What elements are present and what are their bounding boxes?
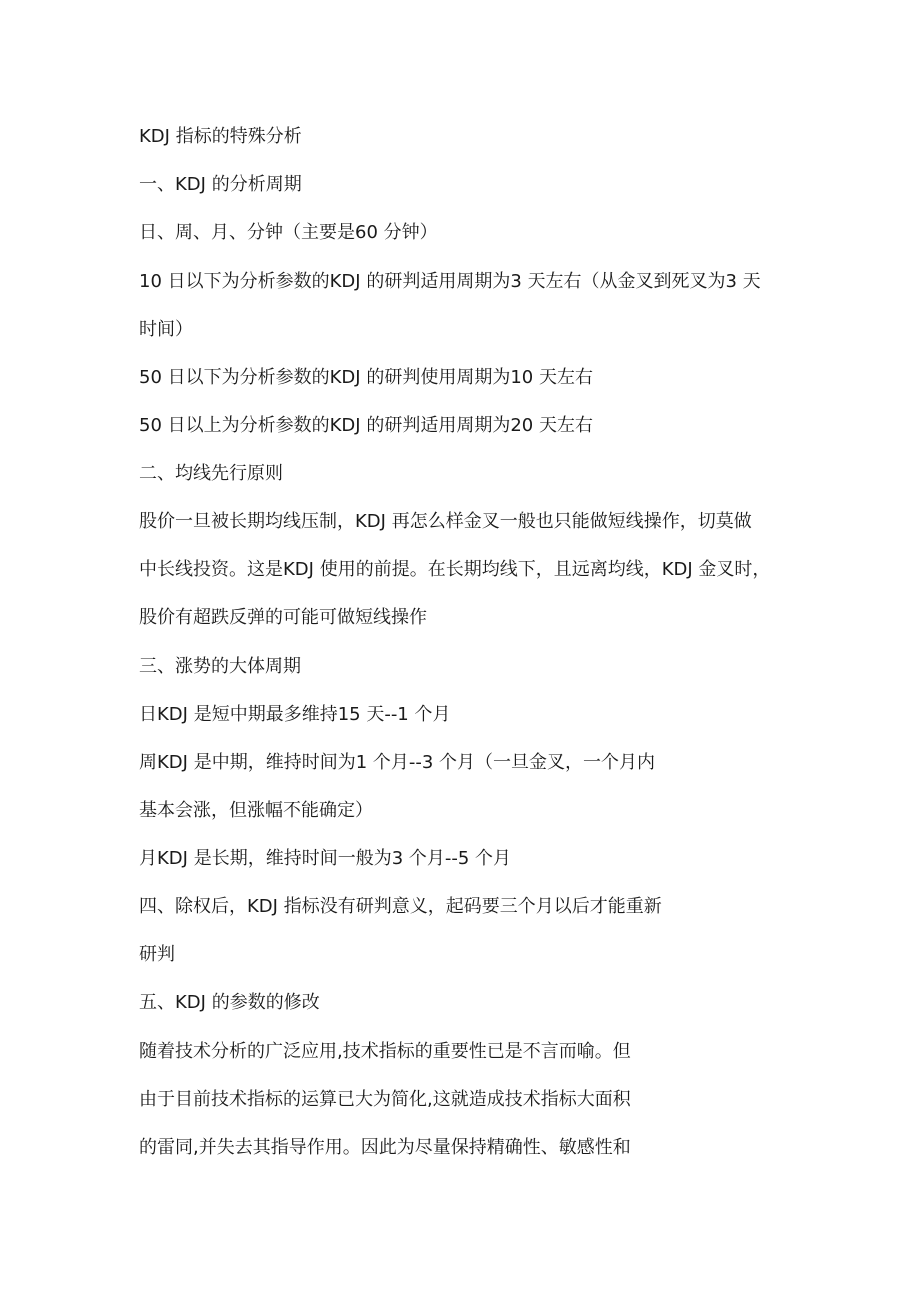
text-line: 研判: [139, 944, 175, 965]
section-heading: 五、KDJ 的参数的修改: [139, 992, 320, 1013]
section-heading: 一、KDJ 的分析周期: [139, 174, 302, 195]
text-line: 日、周、月、分钟（主要是60 分钟）: [139, 222, 438, 243]
section-heading: 四、除权后，KDJ 指标没有研判意义，起码要三个月以后才能重新: [139, 896, 662, 917]
text-line: 中长线投资。这是KDJ 使用的前提。在长期均线下，且远离均线，KDJ 金叉时，: [139, 559, 771, 580]
text-line: 周KDJ 是中期，维持时间为1 个月--3 个月（一旦金叉，一个月内: [139, 752, 656, 773]
document-title: KDJ 指标的特殊分析: [139, 126, 302, 147]
section-heading: 三、涨势的大体周期: [139, 656, 301, 677]
text-line: 股价有超跌反弹的可能可做短线操作: [139, 607, 427, 628]
text-line: 时间）: [139, 319, 193, 340]
text-line: 日KDJ 是短中期最多维持15 天--1 个月: [139, 704, 451, 725]
text-line: 月KDJ 是长期，维持时间一般为3 个月--5 个月: [139, 848, 512, 869]
text-line: 随着技术分析的广泛应用,技术指标的重要性已是不言而喻。但: [139, 1041, 631, 1062]
text-line: 50 日以上为分析参数的KDJ 的研判适用周期为20 天左右: [139, 415, 593, 436]
text-line: 10 日以下为分析参数的KDJ 的研判适用周期为3 天左右（从金叉到死叉为3 天: [139, 271, 761, 292]
text-line: 50 日以下为分析参数的KDJ 的研判使用周期为10 天左右: [139, 367, 593, 388]
text-line: 股价一旦被长期均线压制，KDJ 再怎么样金叉一般也只能做短线操作，切莫做: [139, 511, 752, 532]
section-heading: 二、均线先行原则: [139, 463, 283, 484]
text-line: 的雷同,并失去其指导作用。因此为尽量保持精确性、敏感性和: [139, 1137, 631, 1158]
text-line: 由于目前技术指标的运算已大为简化,这就造成技术指标大面积: [139, 1089, 631, 1110]
text-line: 基本会涨，但涨幅不能确定）: [139, 800, 373, 821]
